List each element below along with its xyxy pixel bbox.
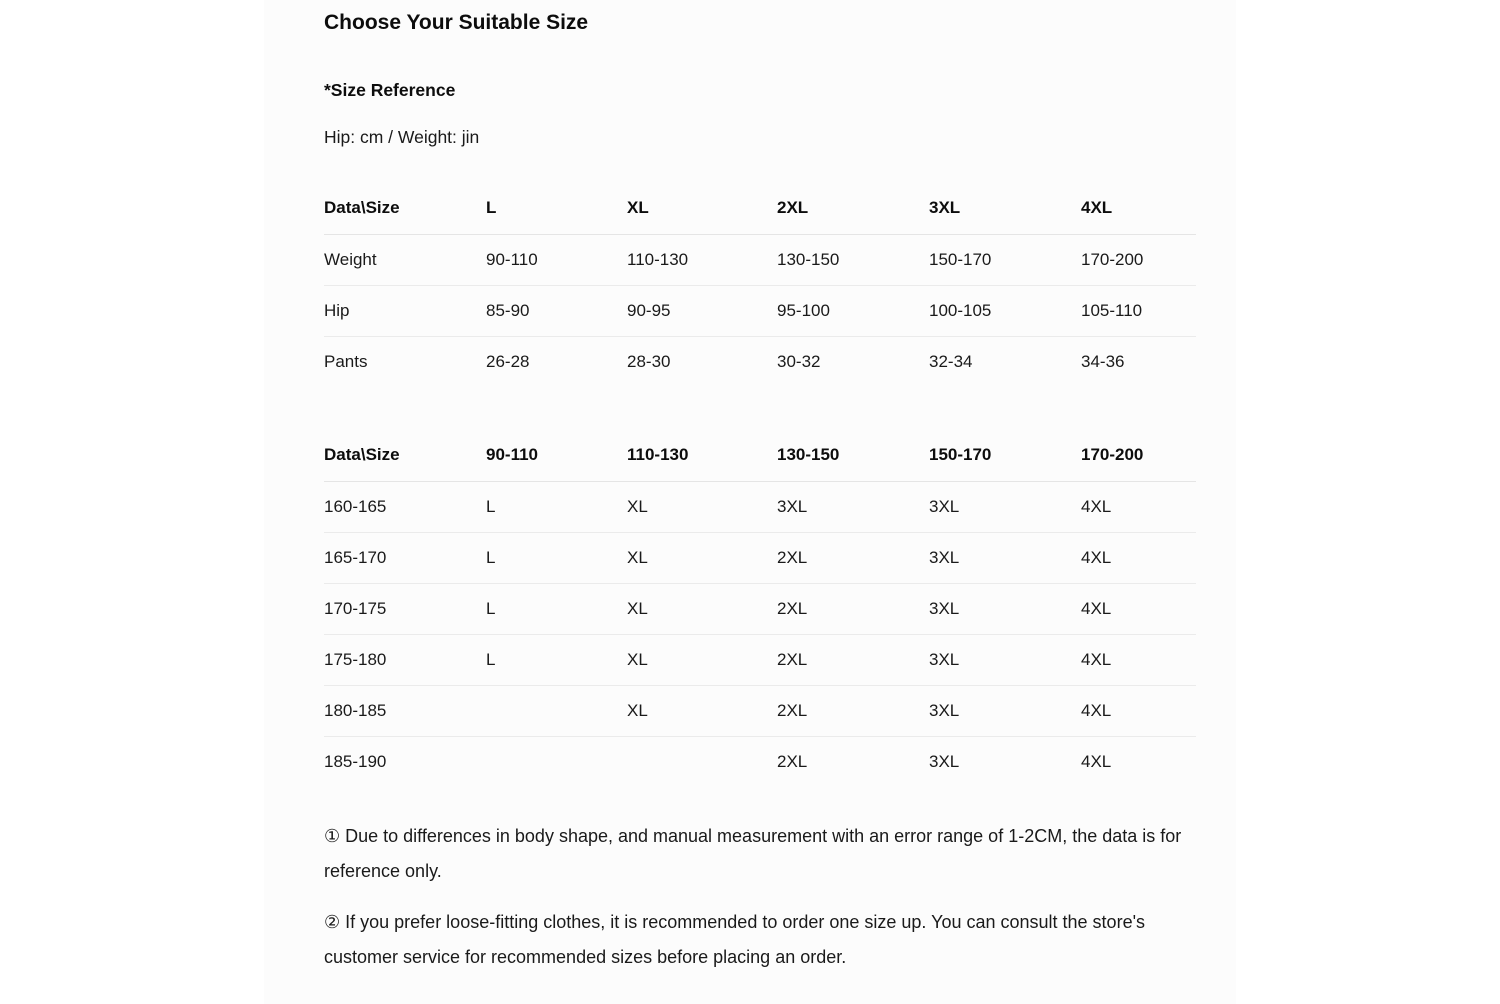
column-header: 110-130	[627, 430, 777, 481]
table-cell: 3XL	[777, 481, 929, 532]
column-header: L	[486, 183, 627, 234]
table-cell: 2XL	[777, 532, 929, 583]
table-cell: 95-100	[777, 285, 929, 336]
table-cell: 28-30	[627, 351, 671, 371]
table-cell	[486, 685, 627, 736]
table-cell: 3XL	[929, 481, 1081, 532]
table-cell: L	[486, 583, 627, 634]
table-cell: 34-36	[1081, 351, 1125, 371]
size-chart-panel	[264, 0, 1236, 1004]
row-label: 185-190	[324, 751, 387, 771]
table-row	[324, 736, 1196, 787]
column-header: 130-150	[777, 430, 929, 481]
table-cell: 130-150	[777, 234, 929, 285]
table-cell: 170-200	[1081, 234, 1196, 285]
table-cell: 4XL	[1081, 685, 1196, 736]
table-cell: 32-34	[929, 351, 973, 371]
table-cell: XL	[627, 532, 777, 583]
table-cell: 4XL	[1081, 583, 1196, 634]
table-cell: 4XL	[1081, 634, 1196, 685]
column-header: 170-200	[1081, 430, 1196, 481]
row-label: 175-180	[324, 634, 486, 685]
note-measurement-error: ① Due to differences in body shape, and manual measurement with an error range of 1-2CM, the data is for reference only.	[324, 826, 1182, 881]
table-cell: 26-28	[486, 351, 530, 371]
table-cell: 4XL	[1081, 532, 1196, 583]
table-cell	[486, 736, 627, 787]
page-title: Choose Your Suitable Size	[324, 11, 589, 34]
table-row	[324, 285, 1196, 336]
table-cell: 150-170	[929, 234, 1081, 285]
table-row	[324, 583, 1196, 634]
table-cell: XL	[627, 583, 777, 634]
table-cell: 2XL	[777, 634, 929, 685]
table-cell: 30-32	[777, 351, 821, 371]
table-cell: L	[486, 481, 627, 532]
row-label: 170-175	[324, 583, 486, 634]
row-label: 180-185	[324, 685, 486, 736]
note-size-up: ② If you prefer loose-fitting clothes, it is recommended to order one size up. You can consult the store's customer service for recommended sizes before placing an order.	[324, 912, 1146, 967]
table-cell: 4XL	[1081, 751, 1112, 771]
row-label: Weight	[324, 234, 486, 285]
row-label: 165-170	[324, 532, 486, 583]
column-header: 2XL	[777, 183, 929, 234]
table-cell: XL	[627, 685, 777, 736]
units-note: Hip: cm / Weight: jin	[324, 127, 480, 147]
row-label: Pants	[324, 351, 368, 371]
column-header: 3XL	[929, 183, 1081, 234]
table-header-row	[324, 183, 1196, 234]
row-label: 160-165	[324, 481, 486, 532]
table-cell: 3XL	[929, 751, 960, 771]
table-row	[324, 634, 1196, 685]
table-row	[324, 685, 1196, 736]
table-row	[324, 532, 1196, 583]
column-header: Data\Size	[324, 430, 486, 481]
table-cell: 3XL	[929, 685, 1081, 736]
table-cell: XL	[627, 481, 777, 532]
table-cell: 110-130	[627, 234, 777, 285]
table-cell: XL	[627, 634, 777, 685]
table-cell: 90-95	[627, 285, 777, 336]
table-cell: 2XL	[777, 583, 929, 634]
table-cell: 3XL	[929, 634, 1081, 685]
table-cell: 100-105	[929, 285, 1081, 336]
table-cell	[627, 736, 777, 787]
table-cell: 2XL	[777, 685, 929, 736]
column-header: 90-110	[486, 430, 627, 481]
table-cell: 85-90	[486, 285, 627, 336]
table-cell: 3XL	[929, 583, 1081, 634]
column-header: 4XL	[1081, 183, 1196, 234]
row-label: Hip	[324, 285, 486, 336]
table-row	[324, 234, 1196, 285]
table-row	[324, 336, 1196, 387]
size-reference-heading: *Size Reference	[324, 80, 456, 100]
table-row	[324, 481, 1196, 532]
column-header: XL	[627, 183, 777, 234]
column-header: 150-170	[929, 430, 1081, 481]
table-cell: 4XL	[1081, 481, 1196, 532]
table-header-row	[324, 430, 1196, 481]
table-cell: 105-110	[1081, 285, 1196, 336]
table-cell: L	[486, 634, 627, 685]
table-cell: L	[486, 532, 627, 583]
table-cell: 2XL	[777, 751, 808, 771]
table-cell: 3XL	[929, 532, 1081, 583]
size-measurement-table	[324, 183, 1196, 387]
table-cell: 90-110	[486, 234, 627, 285]
column-header: Data\Size	[324, 183, 486, 234]
size-recommendation-table	[324, 430, 1196, 787]
